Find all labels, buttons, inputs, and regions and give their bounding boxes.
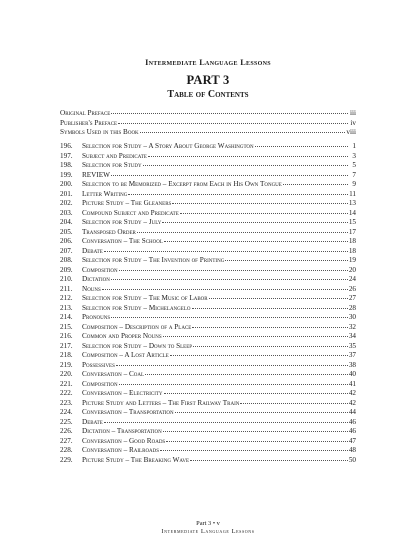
toc-entry-title: Conversation – Railroads [82,446,160,454]
dot-leader [119,379,348,385]
toc-entry-title: Debate [82,246,103,255]
dot-leader [104,417,348,423]
lesson-number: 209. [60,265,73,274]
toc-entry-title: Conversation – The School [82,237,163,245]
lesson-number: 207. [60,246,73,255]
lesson-number: 206. [60,237,73,245]
dot-leader [128,189,348,195]
series-title: Intermediate Language Lessons [145,58,271,67]
lesson-number: 213. [60,303,73,312]
dot-leader [164,236,348,242]
dot-leader [192,303,348,309]
toc-entry-page: 32 [348,322,356,331]
toc-entry-page: 46 [348,427,356,435]
lesson-number: 199. [60,170,73,179]
toc-entry-title: Dictation – Transportation [82,427,162,435]
toc-entry-page: 46 [348,417,356,426]
toc-entry-page: 44 [348,408,356,416]
lesson-number: 219. [60,360,73,369]
toc-entry-page: 47 [348,436,356,445]
toc-entry-title: REVIEW [82,170,110,179]
toc-entry-page: 24 [348,275,356,283]
lesson-number: 204. [60,218,73,226]
lesson-number: 214. [60,313,73,321]
toc-entry-page: 17 [348,227,356,236]
toc-entry-title: Selection for Study – July [82,218,162,226]
toc-entry-title: Debate [82,417,103,426]
toc-entry-title: Picture Study – The Breaking Wave [82,455,190,464]
dot-leader [163,426,348,432]
toc-entry-title: Symbols Used in this Book [60,128,139,136]
lesson-number: 222. [60,389,73,397]
toc-entry-title: Transposed Order [82,227,136,236]
toc-entry-title: Conversation – Good Roads [82,436,166,445]
lesson-number: 215. [60,322,73,331]
toc-entry-title: Compound Subject and Predicate [82,208,179,217]
dot-leader [143,160,348,166]
toc-entry-page: iv [350,118,356,127]
lesson-number: 198. [60,161,73,169]
dot-leader [145,369,348,375]
toc-entry-page: 34 [348,332,356,340]
dot-leader [116,360,348,366]
toc-entry-title: Selection for Study – Down to Sleep [82,341,193,350]
lesson-number: 196. [60,142,73,150]
toc-entry-title: Selection for Study – A Story About George Washington [82,142,254,150]
toc-entry-page: 1 [352,142,356,150]
part-heading: PART 3 [186,73,230,87]
lesson-number: 201. [60,189,73,198]
toc-entry-page: 18 [348,237,356,245]
dot-leader [209,293,348,299]
toc-entry-page: 28 [348,303,356,312]
toc-entry-title: Composition – Description of a Place [82,322,192,331]
dot-leader [140,127,346,133]
toc-entry-page: 9 [352,180,356,188]
toc-entry-title: Composition – A Lost Article [82,351,169,359]
dot-leader [255,141,348,147]
toc-entry-title: Composition [82,265,118,274]
toc-entry-page: 37 [348,351,356,359]
toc-entry-page: 7 [352,170,356,179]
dot-leader [118,118,348,124]
toc-entry-page: 42 [348,389,356,397]
lesson-number: 211. [60,284,73,293]
toc-entry-page: 35 [348,341,356,350]
dot-leader [193,341,348,347]
dot-leader [104,246,348,252]
dot-leader [180,208,348,214]
page-number: Part 3 • v [196,520,220,527]
toc-entry-page: 41 [348,379,356,388]
toc-entry-title: Picture Study – The Gleaners [82,199,172,207]
lesson-number: 197. [60,151,73,160]
toc-row [60,456,356,466]
toc-row [60,128,356,138]
toc-entry-page: 26 [348,284,356,293]
dot-leader [170,350,348,356]
toc-entry-title: Selection for Study – The Invention of Printing [82,256,225,264]
lesson-number: 217. [60,341,73,350]
toc-entry-title: Conversation – Coal [82,370,145,378]
toc-entry-title: Conversation – Electricity [82,389,163,397]
dot-leader [162,217,347,223]
dot-leader [192,322,347,328]
dot-leader [166,436,348,442]
dot-leader [148,151,348,157]
toc-entry-page: 42 [348,398,356,407]
toc-entry-title: Subject and Predicate [82,151,147,160]
toc-entry-title: Selection for Study – The Music of Labor [82,294,208,302]
dot-leader [190,455,348,461]
page-footer [0,520,416,535]
toc-entry-page: 48 [348,446,356,454]
lesson-number: 200. [60,180,73,188]
toc-entry-title: Possessives [82,360,115,369]
toc-entry-page: 38 [348,360,356,369]
lesson-list [60,142,356,465]
dot-leader [111,274,348,280]
toc-entry-title: Original Preface [60,109,111,117]
lesson-number: 220. [60,370,73,378]
dot-leader [111,170,348,176]
toc-entry-page: iii [350,109,356,117]
toc-entry-title: Publisher's Preface [60,118,118,127]
toc-entry-page: 40 [348,370,356,378]
toc-entry-page: 20 [348,265,356,274]
dot-leader [172,198,347,204]
toc-entry-page: 50 [348,455,356,464]
dot-leader [163,331,348,337]
lesson-number: 229. [60,455,73,464]
toc-entry-page: 19 [348,256,356,264]
lesson-number: 228. [60,446,73,454]
toc-entry-title: Composition [82,379,118,388]
toc-heading: Table of Contents [167,89,249,100]
dot-leader [175,407,348,413]
dot-leader [240,398,347,404]
lesson-number: 221. [60,379,73,388]
lesson-number: 203. [60,208,73,217]
toc-entry-page: 15 [348,218,356,226]
lesson-number: 212. [60,294,73,302]
dot-leader [119,265,348,271]
dot-leader [164,388,348,394]
toc-entry-title: Conversation – Transportation [82,408,174,416]
dot-leader [160,445,348,451]
lesson-number: 216. [60,332,73,340]
lesson-number: 226. [60,427,73,435]
lesson-number: 205. [60,227,73,236]
lesson-number: 224. [60,408,73,416]
lesson-number: 223. [60,398,73,407]
dot-leader [111,312,348,318]
front-matter-list [60,109,356,138]
lesson-number: 218. [60,351,73,359]
dot-leader [225,255,348,261]
toc-entry-title: Dictation [82,275,110,283]
lesson-number: 202. [60,199,73,207]
dot-leader [111,108,348,114]
dot-leader [283,179,348,185]
toc-entry-page: 3 [352,151,356,160]
dot-leader [102,284,348,290]
toc-entry-page: 18 [348,246,356,255]
toc-entry-page: 14 [348,208,356,217]
toc-entry-title: Nouns [82,284,101,293]
toc-entry-title: Pronouns [82,313,111,321]
toc-entry-title: Picture Study and Letters – The First Railway Train [82,398,240,407]
toc-entry-title: Selection to be Memorized – Excerpt from Each in His Own Tongue [82,180,282,188]
dot-leader [137,227,348,233]
toc-entry-page: 30 [348,313,356,321]
footer-series-title: Intermediate Language Lessons [161,527,255,535]
lesson-number: 227. [60,436,73,445]
toc-entry-page: viii [346,128,356,136]
toc-entry-title: Selection for Study – Michelangelo [82,303,191,312]
toc-entry-title: Selection for Study [82,161,142,169]
toc-entry-page: 13 [348,199,356,207]
toc-entry-page: 11 [349,189,356,198]
toc-entry-title: Letter Writing [82,189,128,198]
lesson-number: 208. [60,256,73,264]
toc-entry-title: Common and Proper Nouns [82,332,162,340]
toc-entry-page: 5 [352,161,356,169]
lesson-number: 210. [60,275,73,283]
toc-entry-page: 27 [348,294,356,302]
lesson-number: 225. [60,417,73,426]
